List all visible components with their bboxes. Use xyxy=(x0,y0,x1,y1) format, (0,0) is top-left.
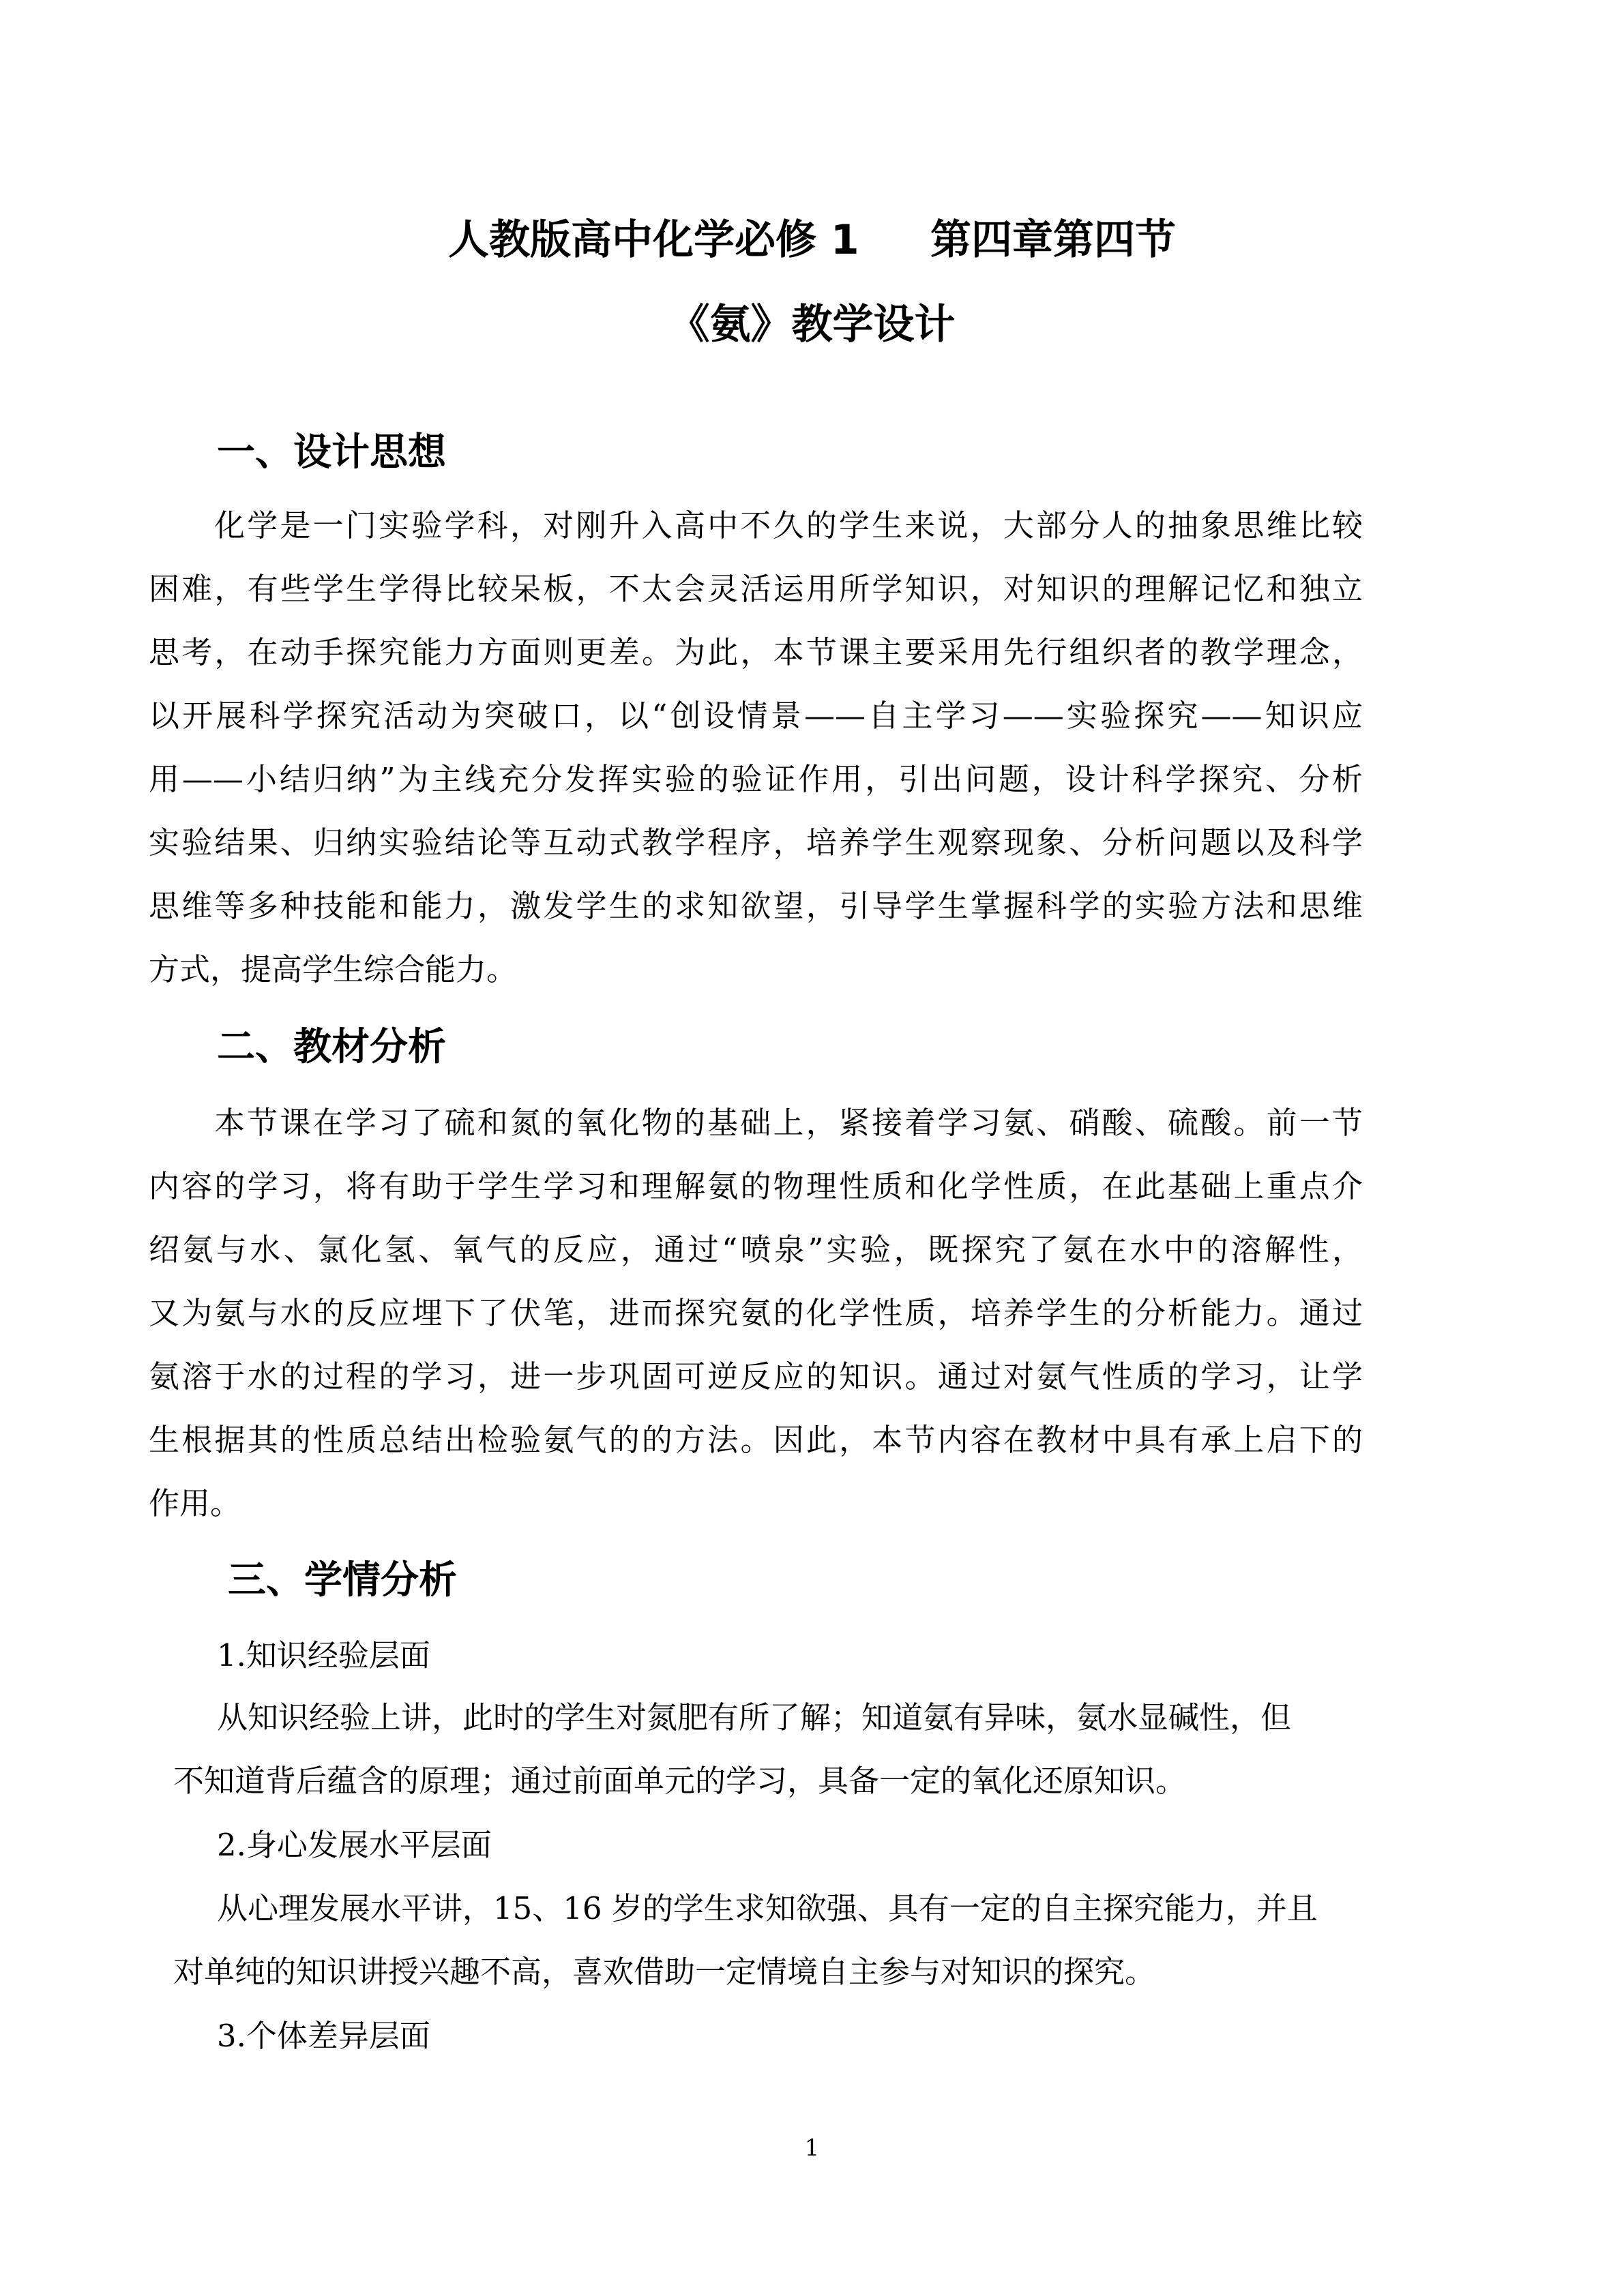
paragraph-line: 本节课在学习了硫和氮的氧化物的基础上，紧接着学习氨、硝酸、硫酸。前一节 xyxy=(214,1105,1363,1141)
paragraph-line: 对单纯的知识讲授兴趣不高，喜欢借助一定情境自主参与对知识的探究。 xyxy=(173,1954,1156,1990)
section-heading-student-analysis: 三、学情分析 xyxy=(228,1558,457,1602)
paragraph-line: 思考，在动手探究能力方面则更差。为此，本节课主要采用先行组织者的教学理念， xyxy=(149,634,1363,670)
section-heading-design-idea: 一、设计思想 xyxy=(217,430,446,475)
paragraph-line: 用——小结归纳”为主线充分发挥实验的验证作用，引出问题，设计科学探究、分析 xyxy=(149,761,1363,797)
subsection-title-development: 2.身心发展水平层面 xyxy=(217,1827,492,1863)
subsection-body-development xyxy=(173,1877,1374,2003)
paragraph-line: 生根据其的性质总结出检验氨气的的方法。因此，本节内容在教材中具有承上启下的 xyxy=(149,1422,1363,1458)
paragraph-line: 化学是一门实验学科，对刚升入高中不久的学生来说，大部分人的抽象思维比较 xyxy=(214,507,1363,543)
page-number: 1 xyxy=(804,2134,820,2162)
paragraph-line: 从知识经验上讲，此时的学生对氮肥有所了解；知道氨有异味，氨水显碱性，但 xyxy=(217,1699,1292,1735)
paragraph-line: 作用。 xyxy=(149,1485,241,1521)
paragraph-line: 内容的学习，将有助于学生学习和理解氨的物理性质和化学性质，在此基础上重点介 xyxy=(149,1168,1363,1204)
paragraph-line: 以开展科学探究活动为突破口，以“创设情景——自主学习——实验探究——知识应 xyxy=(149,698,1363,734)
document-title-line-1: 人教版高中化学必修 1 第四章第四节 xyxy=(447,216,1177,264)
paragraph-line: 从心理发展水平讲，15、16 岁的学生求知欲强、具有一定的自主探究能力，并且 xyxy=(217,1890,1318,1926)
paragraph-line: 不知道背后蕴含的原理；通过前面单元的学习，具备一定的氧化还原知识。 xyxy=(173,1763,1187,1799)
document-title-line-2: 《氨》教学设计 xyxy=(668,301,956,348)
section-heading-textbook-analysis: 二、教材分析 xyxy=(217,1025,446,1069)
subsection-title-knowledge: 1.知识经验层面 xyxy=(217,1637,430,1673)
subsection-title-individual-differences: 3.个体差异层面 xyxy=(217,2018,430,2054)
paragraph-line: 绍氨与水、氯化氢、氧气的反应，通过“喷泉”实验，既探究了氨在水中的溶解性， xyxy=(149,1232,1363,1268)
paragraph-line: 方式，提高学生综合能力。 xyxy=(149,951,518,987)
paragraph-line: 又为氨与水的反应埋下了伏笔，进而探究氨的化学性质，培养学生的分析能力。通过 xyxy=(149,1295,1363,1331)
section-body-design-idea xyxy=(149,494,1363,1001)
section-body-textbook-analysis xyxy=(149,1091,1363,1535)
subsection-body-knowledge xyxy=(173,1686,1374,1813)
paragraph-line: 困难，有些学生学得比较呆板，不太会灵活运用所学知识，对知识的理解记忆和独立 xyxy=(149,571,1363,607)
paragraph-line: 思维等多种技能和能力，激发学生的求知欲望，引导学生掌握科学的实验方法和思维 xyxy=(149,888,1363,924)
paragraph-line: 氨溶于水的过程的学习，进一步巩固可逆反应的知识。通过对氨气性质的学习，让学 xyxy=(149,1358,1363,1395)
paragraph-line: 实验结果、归纳实验结论等互动式教学程序，培养学生观察现象、分析问题以及科学 xyxy=(149,824,1363,861)
